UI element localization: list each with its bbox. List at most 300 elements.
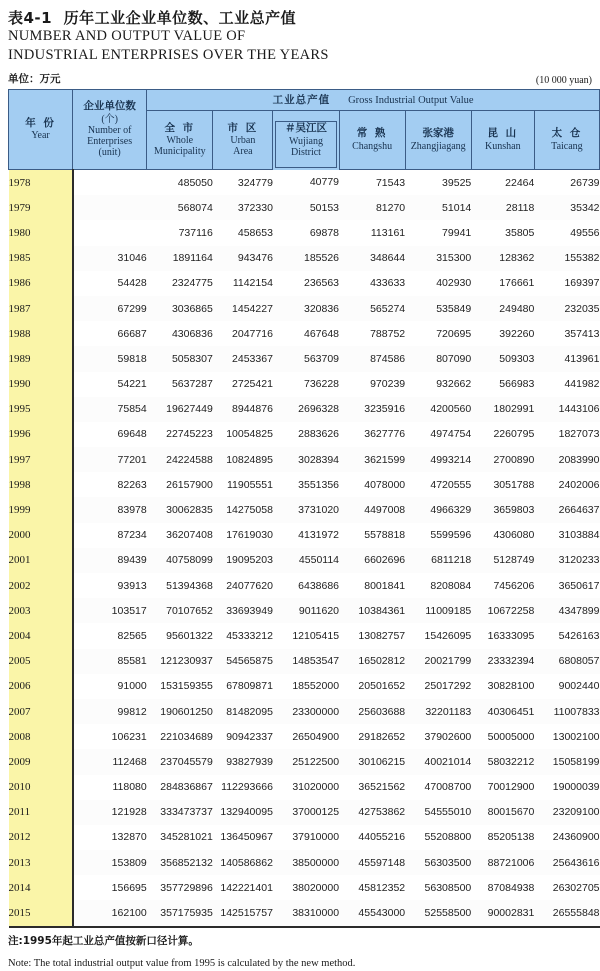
table-row (9, 321, 600, 346)
cell-value: 16502812 (339, 649, 405, 674)
cell-value: 29182652 (339, 724, 405, 749)
header-col-1-en-1: Urban (230, 135, 256, 147)
cell-value: 90942337 (213, 724, 273, 749)
cell-value: 89439 (73, 548, 147, 573)
cell-value: 70107652 (147, 598, 213, 623)
cell-value: 568074 (147, 195, 213, 220)
cell-value: 458653 (213, 220, 273, 245)
cell-value: 9011620 (273, 598, 339, 623)
cell-value: 36521562 (339, 775, 405, 800)
cell-value: 324779 (213, 170, 273, 196)
cell-value: 18552000 (273, 674, 339, 699)
header-enterprises-zh: 企业单位数 (83, 100, 136, 113)
cell-year: 2009 (9, 749, 73, 774)
cell-value: 23209100 (534, 800, 599, 825)
table-row (9, 775, 600, 800)
cell-value: 87234 (73, 523, 147, 548)
cell-value: 315300 (405, 246, 471, 271)
cell-value: 736228 (273, 372, 339, 397)
cell-value: 93913 (73, 573, 147, 598)
cell-value: 10384361 (339, 598, 405, 623)
cell-value: 237045579 (147, 749, 213, 774)
cell-value: 1443106 (534, 397, 599, 422)
cell-value: 31046 (73, 246, 147, 271)
cell-value: 51394368 (147, 573, 213, 598)
cell-value: 2260795 (471, 422, 534, 447)
table-row (9, 598, 600, 623)
cell-value: 433633 (339, 271, 405, 296)
cell-value: 3659803 (471, 497, 534, 522)
cell-value: 1142154 (213, 271, 273, 296)
header-group-zh: 工业总产值 (272, 94, 331, 107)
cell-value: 221034689 (147, 724, 213, 749)
cell-value: 8944876 (213, 397, 273, 422)
cell-value: 90002831 (471, 900, 534, 926)
cell-value: 35805 (471, 220, 534, 245)
cell-value: 874586 (339, 346, 405, 371)
cell-year: 2014 (9, 875, 73, 900)
cell-value: 1827073 (534, 422, 599, 447)
cell-value: 5426163 (534, 623, 599, 648)
cell-value: 8208084 (405, 573, 471, 598)
cell-value: 4720555 (405, 472, 471, 497)
cell-value: 15426095 (405, 623, 471, 648)
statistics-table (8, 89, 600, 928)
header-col-6-en-1: Taicang (551, 140, 583, 152)
title-text-zh: 历年工业企业单位数、工业总产值 (63, 9, 297, 27)
cell-value: 42753862 (339, 800, 405, 825)
cell-value: 77201 (73, 447, 147, 472)
cell-value: 153809 (73, 850, 147, 875)
cell-value: 35342 (534, 195, 599, 220)
cell-value: 357175935 (147, 900, 213, 926)
cell-value: 1891164 (147, 246, 213, 271)
cell-year: 1978 (9, 170, 73, 196)
cell-value: 24224588 (147, 447, 213, 472)
cell-value: 509303 (471, 346, 534, 371)
header-col-3-zh: 常 熟 (356, 127, 388, 140)
cell-value: 535849 (405, 296, 471, 321)
cell-value: 10824895 (213, 447, 273, 472)
cell-value: 467648 (273, 321, 339, 346)
cell-value: 93827939 (213, 749, 273, 774)
cell-value: 69878 (273, 220, 339, 245)
cell-value: 348644 (339, 246, 405, 271)
cell-value: 345281021 (147, 825, 213, 850)
cell-value: 6808057 (534, 649, 599, 674)
cell-year: 1979 (9, 195, 73, 220)
cell-value: 40306451 (471, 699, 534, 724)
cell-value: 2725421 (213, 372, 273, 397)
cell-value: 153159355 (147, 674, 213, 699)
cell-value: 11009185 (405, 598, 471, 623)
header-enterprises-en-2: Enterprises (87, 135, 133, 147)
cell-value: 140586862 (213, 850, 273, 875)
cell-value: 232035 (534, 296, 599, 321)
header-col-1-zh: 市 区 (227, 121, 259, 134)
cell-year: 1996 (9, 422, 73, 447)
header-col-kunshan (471, 111, 534, 170)
cell-value: 970239 (339, 372, 405, 397)
cell-value: 37000125 (273, 800, 339, 825)
header-col-zhangjiagang (405, 111, 471, 170)
header-col-2-en-1: Wujiang (288, 135, 323, 147)
cell-value: 1802991 (471, 397, 534, 422)
cell-value: 52558500 (405, 900, 471, 926)
cell-value: 392260 (471, 321, 534, 346)
cell-value: 565274 (339, 296, 405, 321)
cell-value: 720695 (405, 321, 471, 346)
cell-value: 37910000 (273, 825, 339, 850)
cell-value: 162100 (73, 900, 147, 926)
cell-value: 28118 (471, 195, 534, 220)
cell-value: 3235916 (339, 397, 405, 422)
cell-value: 112293666 (213, 775, 273, 800)
cell-year: 2005 (9, 649, 73, 674)
cell-value: 6438686 (273, 573, 339, 598)
cell-value: 12105415 (273, 623, 339, 648)
cell-value: 737116 (147, 220, 213, 245)
cell-value: 3028394 (273, 447, 339, 472)
cell-value: 36207408 (147, 523, 213, 548)
header-col-3-en-1: Changshu (352, 140, 393, 152)
table-row (9, 195, 600, 220)
cell-value: 81270 (339, 195, 405, 220)
cell-value: 38500000 (273, 850, 339, 875)
cell-value: 32201183 (405, 699, 471, 724)
note-zh: 注:1995年起工业总产值按新口径计算。 (8, 934, 199, 947)
cell-value: 10672258 (471, 598, 534, 623)
header-col-whole-municipality (147, 111, 213, 170)
cell-value: 485050 (147, 170, 213, 196)
header-col-2-zh: ＃吴江区 (284, 122, 327, 135)
note-en: Note: The total industrial output value from 1995 is calculated by the new method. (8, 957, 356, 969)
cell-year: 2013 (9, 850, 73, 875)
cell-value: 31020000 (273, 775, 339, 800)
cell-value: 39525 (405, 170, 471, 196)
cell-value: 112468 (73, 749, 147, 774)
cell-value: 2402006 (534, 472, 599, 497)
cell-value: 4306080 (471, 523, 534, 548)
cell-year: 2012 (9, 825, 73, 850)
cell-value: 13082757 (339, 623, 405, 648)
cell-value: 2083990 (534, 447, 599, 472)
cell-value: 26302705 (534, 875, 599, 900)
cell-value: 441982 (534, 372, 599, 397)
cell-value: 26739 (534, 170, 599, 196)
cell-value: 14853547 (273, 649, 339, 674)
table-row (9, 850, 600, 875)
cell-value: 25122500 (273, 749, 339, 774)
header-year (9, 90, 73, 170)
cell-value: 54555010 (405, 800, 471, 825)
table-body (9, 170, 600, 927)
cell-value (73, 170, 147, 196)
cell-year: 2008 (9, 724, 73, 749)
cell-value: 3036865 (147, 296, 213, 321)
cell-value (73, 220, 147, 245)
cell-value: 69648 (73, 422, 147, 447)
table-row (9, 246, 600, 271)
cell-value: 4347899 (534, 598, 599, 623)
cell-value: 3551356 (273, 472, 339, 497)
cell-value: 37902600 (405, 724, 471, 749)
cell-value: 2453367 (213, 346, 273, 371)
cell-value: 357413 (534, 321, 599, 346)
cell-value: 20021799 (405, 649, 471, 674)
cell-year: 1997 (9, 447, 73, 472)
cell-year: 1995 (9, 397, 73, 422)
cell-value: 7456206 (471, 573, 534, 598)
cell-year: 2002 (9, 573, 73, 598)
cell-value: 58032212 (471, 749, 534, 774)
table-row (9, 749, 600, 774)
cell-value: 33693949 (213, 598, 273, 623)
page-title-en-line1: NUMBER AND OUTPUT VALUE OF (8, 28, 246, 44)
cell-value: 4497008 (339, 497, 405, 522)
table-number: 表4-1 (8, 9, 53, 27)
cell-value: 67809871 (213, 674, 273, 699)
cell-value: 3627776 (339, 422, 405, 447)
cell-value: 6811218 (405, 548, 471, 573)
cell-value: 249480 (471, 296, 534, 321)
cell-value: 566983 (471, 372, 534, 397)
table-row (9, 674, 600, 699)
table-row (9, 800, 600, 825)
cell-value: 50005000 (471, 724, 534, 749)
cell-year: 1985 (9, 246, 73, 271)
table-row (9, 573, 600, 598)
page-title-en-line2: INDUSTRIAL ENTERPRISES OVER THE YEARS (8, 47, 329, 63)
header-col-changshu (339, 111, 405, 170)
cell-value: 51014 (405, 195, 471, 220)
header-group-output-value (147, 90, 600, 111)
cell-year: 1988 (9, 321, 73, 346)
cell-year: 2001 (9, 548, 73, 573)
cell-value: 95601322 (147, 623, 213, 648)
cell-value: 807090 (405, 346, 471, 371)
cell-value: 40021014 (405, 749, 471, 774)
cell-value: 11007833 (534, 699, 599, 724)
table-row (9, 346, 600, 371)
cell-value: 81482095 (213, 699, 273, 724)
header-col-0-en-1: Whole (166, 135, 194, 147)
cell-value: 79941 (405, 220, 471, 245)
cell-value: 5128749 (471, 548, 534, 573)
table-row (9, 271, 600, 296)
table-row (9, 170, 600, 196)
cell-year: 2011 (9, 800, 73, 825)
cell-value: 45597148 (339, 850, 405, 875)
header-col-2-en-2: District (290, 146, 321, 158)
cell-value: 25017292 (405, 674, 471, 699)
cell-value: 54565875 (213, 649, 273, 674)
cell-value: 356852132 (147, 850, 213, 875)
cell-value: 563709 (273, 346, 339, 371)
cell-value: 8001841 (339, 573, 405, 598)
cell-value: 49556 (534, 220, 599, 245)
cell-value: 121230937 (147, 649, 213, 674)
cell-value: 67299 (73, 296, 147, 321)
table-row (9, 649, 600, 674)
cell-value: 56308500 (405, 875, 471, 900)
header-col-5-en-1: Kunshan (485, 140, 521, 152)
cell-value: 22745223 (147, 422, 213, 447)
table-row (9, 623, 600, 648)
cell-value: 413961 (534, 346, 599, 371)
cell-value: 26555848 (534, 900, 599, 926)
cell-value: 44055216 (339, 825, 405, 850)
cell-value: 2883626 (273, 422, 339, 447)
table-row (9, 875, 600, 900)
cell-value: 176661 (471, 271, 534, 296)
cell-value: 38020000 (273, 875, 339, 900)
cell-value: 47008700 (405, 775, 471, 800)
cell-value: 320836 (273, 296, 339, 321)
cell-value: 4200560 (405, 397, 471, 422)
cell-value: 45543000 (339, 900, 405, 926)
cell-value (73, 195, 147, 220)
cell-value: 118080 (73, 775, 147, 800)
cell-value: 10054825 (213, 422, 273, 447)
cell-year: 1998 (9, 472, 73, 497)
cell-value: 59818 (73, 346, 147, 371)
wujiang-header-box (275, 121, 336, 168)
cell-value: 55208800 (405, 825, 471, 850)
table-row (9, 548, 600, 573)
cell-year: 2003 (9, 598, 73, 623)
cell-value: 2664637 (534, 497, 599, 522)
header-col-0-en-2: Municipality (153, 146, 206, 158)
cell-value: 5058307 (147, 346, 213, 371)
cell-value: 4306836 (147, 321, 213, 346)
cell-value: 14275058 (213, 497, 273, 522)
cell-value: 38310000 (273, 900, 339, 926)
cell-value: 4131972 (273, 523, 339, 548)
header-col-wujiang-district (273, 111, 339, 170)
cell-value: 136450967 (213, 825, 273, 850)
cell-value: 20501652 (339, 674, 405, 699)
cell-value: 40758099 (147, 548, 213, 573)
table-row (9, 523, 600, 548)
table-row (9, 900, 600, 926)
table-row (9, 397, 600, 422)
cell-value: 3051788 (471, 472, 534, 497)
cell-value: 13002100 (534, 724, 599, 749)
cell-value: 3621599 (339, 447, 405, 472)
cell-value: 54221 (73, 372, 147, 397)
cell-value: 6602696 (339, 548, 405, 573)
cell-value: 15058199 (534, 749, 599, 774)
cell-value: 155382 (534, 246, 599, 271)
cell-value: 30828100 (471, 674, 534, 699)
cell-value: 169397 (534, 271, 599, 296)
header-enterprises (73, 90, 147, 170)
cell-value: 402930 (405, 271, 471, 296)
cell-value: 132870 (73, 825, 147, 850)
table-row (9, 447, 600, 472)
cell-value: 17619030 (213, 523, 273, 548)
cell-value: 128362 (471, 246, 534, 271)
cell-value: 333473737 (147, 800, 213, 825)
cell-value: 943476 (213, 246, 273, 271)
table-header (9, 90, 600, 170)
cell-value: 121928 (73, 800, 147, 825)
cell-value: 106231 (73, 724, 147, 749)
table-row (9, 422, 600, 447)
cell-year: 1986 (9, 271, 73, 296)
cell-value: 30062835 (147, 497, 213, 522)
header-col-taicang (534, 111, 599, 170)
cell-value: 91000 (73, 674, 147, 699)
unit-label-en: (10 000 yuan) (535, 75, 592, 86)
cell-value: 132940095 (213, 800, 273, 825)
cell-value: 4966329 (405, 497, 471, 522)
cell-year: 2007 (9, 699, 73, 724)
cell-value: 66687 (73, 321, 147, 346)
page-title-zh (8, 9, 596, 27)
table-row (9, 497, 600, 522)
cell-year: 1990 (9, 372, 73, 397)
cell-value: 56303500 (405, 850, 471, 875)
cell-value: 2700890 (471, 447, 534, 472)
table-row (9, 724, 600, 749)
header-col-4-en-1: Zhangjiagang (410, 140, 466, 152)
header-enterprises-en-1: Number of (87, 124, 132, 136)
cell-value: 45333212 (213, 623, 273, 648)
table-row (9, 220, 600, 245)
cell-year: 2000 (9, 523, 73, 548)
header-col-5-zh: 昆 山 (487, 127, 519, 140)
cell-value: 40779 (273, 170, 339, 196)
header-year-zh: 年 份 (25, 116, 56, 129)
cell-value: 24077620 (213, 573, 273, 598)
cell-value: 25603688 (339, 699, 405, 724)
cell-value: 4550114 (273, 548, 339, 573)
cell-value: 4974754 (405, 422, 471, 447)
cell-value: 236563 (273, 271, 339, 296)
cell-value: 82263 (73, 472, 147, 497)
table-row (9, 825, 600, 850)
cell-value: 3731020 (273, 497, 339, 522)
cell-value: 70012900 (471, 775, 534, 800)
cell-year: 1989 (9, 346, 73, 371)
statistical-table-page (0, 9, 600, 969)
cell-value: 24360900 (534, 825, 599, 850)
header-col-1-en-2: Area (233, 146, 253, 158)
cell-value: 26157900 (147, 472, 213, 497)
cell-value: 5599596 (405, 523, 471, 548)
header-row-top (9, 90, 600, 111)
cell-value: 85581 (73, 649, 147, 674)
cell-value: 3103884 (534, 523, 599, 548)
header-col-0-zh: 全 市 (164, 121, 196, 134)
cell-value: 54428 (73, 271, 147, 296)
table-row (9, 699, 600, 724)
cell-value: 26504900 (273, 724, 339, 749)
unit-label-zh: 单位：万元 (8, 73, 61, 85)
cell-value: 3650617 (534, 573, 599, 598)
header-col-urban-area (213, 111, 273, 170)
cell-value: 45812352 (339, 875, 405, 900)
cell-value: 2696328 (273, 397, 339, 422)
cell-value: 2047716 (213, 321, 273, 346)
cell-value: 19095203 (213, 548, 273, 573)
cell-value: 88721006 (471, 850, 534, 875)
cell-value: 30106215 (339, 749, 405, 774)
cell-value: 11905551 (213, 472, 273, 497)
cell-year: 2004 (9, 623, 73, 648)
